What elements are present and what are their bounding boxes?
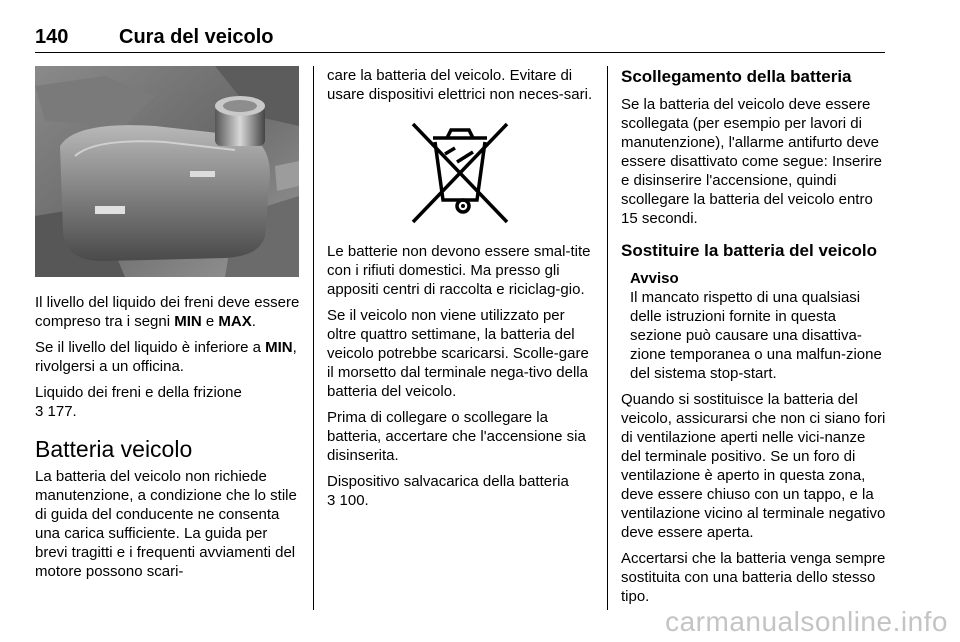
section-title: Cura del veicolo — [119, 26, 274, 48]
notice-text: Il mancato rispetto di una qualsiasi delle istruzioni fornite in questa sezione può causare una disattiva-zione temporanea o una malfun-zione del sistema stop-start. — [630, 289, 882, 382]
paragraph: La batteria del veicolo non richiede manutenzione, a condizione che lo stile di guida del conducente ne consenta una carica sufficiente. La guida per brevi tragitti e i frequenti avviamenti del motore possono scari- — [35, 468, 297, 580]
heading-battery: Batteria veicolo — [35, 436, 193, 462]
notice-title: Avviso — [630, 270, 679, 287]
crossed-out-bin-icon — [405, 118, 515, 228]
paragraph: Accertarsi che la batteria venga sempre sostituita con una batteria dello stesso tipo. — [621, 550, 886, 605]
paragraph: Se il veicolo non viene utilizzato per oltre quattro settimane, la batteria del veicolo potrebbe scaricarsi. Scolle-gare il morsetto dal terminale nega-tivo della batteria del veicolo. — [327, 307, 589, 400]
paragraph: care la batteria del veicolo. Evitare di usare dispositivi elettrici non neces-sari. — [327, 67, 593, 103]
paragraph: Quando si sostituisce la batteria del veicolo, assicurarsi che non ci siano fori di ventilazione aperti nelle vici-nanze del terminale positivo. Se un foro di ventilazione è aperto in questa zona, deve essere chiuso con un tappo, e la ventilazione vicino al terminale negativo deve essere aperta. — [621, 391, 886, 541]
page-header — [35, 26, 885, 53]
notice-box — [630, 269, 889, 383]
paragraph: Liquido dei freni e della frizione 3 177. — [35, 384, 242, 420]
paragraph: Le batterie non devono essere smal-tite con i rifiuti domestici. Ma presso gli appositi centri di raccolta e riciclag-gio. — [327, 243, 591, 298]
reference-arrow-icon: 3 — [327, 492, 336, 509]
column-1 — [35, 66, 300, 588]
page-number: 140 — [35, 26, 69, 48]
page-reference-link[interactable]: 3 177. — [35, 403, 77, 420]
reference-arrow-icon: 3 — [35, 403, 44, 420]
page-reference-link[interactable]: 3 100. — [327, 492, 369, 509]
column-divider — [313, 66, 314, 610]
paragraph: Dispositivo salvacarica della batteria 3 100. — [327, 473, 569, 509]
paragraph: Se il livello del liquido è inferiore a MIN, rivolgersi a un officina. — [35, 339, 297, 375]
heading-disconnect-battery: Scollegamento della batteria — [621, 67, 852, 86]
column-2 — [327, 66, 593, 517]
heading-replace-battery: Sostituire la batteria del veicolo — [621, 241, 878, 260]
column-divider — [607, 66, 608, 610]
watermark: carmanualsonline.info — [665, 606, 948, 637]
paragraph: Se la batteria del veicolo deve essere scollegata (per esempio per lavori di manutenzione), l'allarme antifurto deve essere disattivato come segue: Inserire e disinserire l'accensione, quindi scollegare la batteria del veicolo entro 15 secondi. — [621, 96, 882, 227]
paragraph: Prima di collegare o scollegare la batteria, accertare che l'accensione sia disinserita. — [327, 409, 586, 464]
column-3 — [621, 66, 889, 613]
paragraph: Il livello del liquido dei freni deve essere compreso tra i segni MIN e MAX. — [35, 294, 300, 330]
brake-fluid-reservoir-photo — [35, 66, 299, 277]
